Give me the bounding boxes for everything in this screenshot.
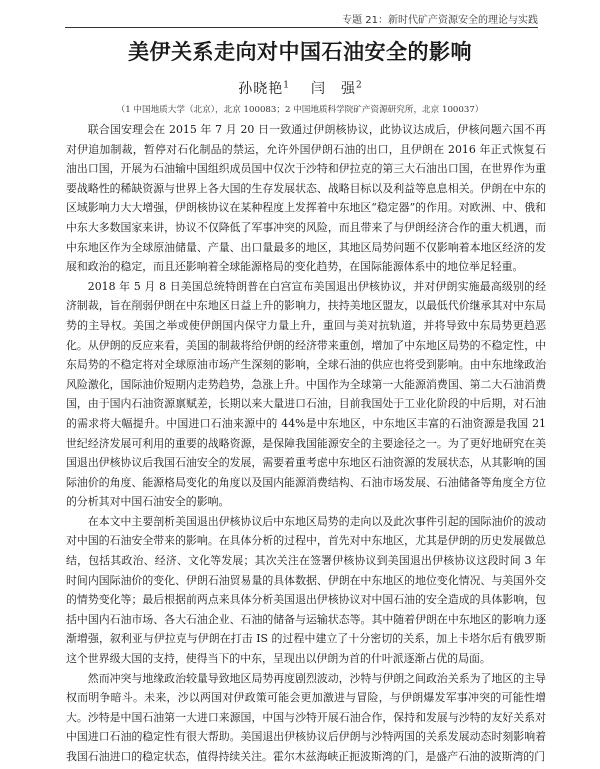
body-paragraph: 然而冲突与地缘政治较量导致地区局势再度剧烈波动，沙特与伊朗之间政治关系为了地区的主导权而明争暗斗。未来，沙以两国对伊政策可能会更加激进与冒险，与伊朗爆发军事冲突的可能性增大。沙特是中国石油第一大进口来源国，中国与沙特开展石油合作，保持和发展与沙特的友好关系对中国进口石油的稳定性有很大帮助。美国退出伊核协议后伊朗与沙特两国的关系发展动态时刻影响着我国石油进口的稳定状态，值得持续关注。霍尔木兹海峡正扼波斯湾的门，是盛产石油的波斯湾的门: [66, 671, 546, 763]
affiliation-line: （1 中国地质大学（北京），北京 100083；2 中国地质科学院矿产资源研究所，北京 100037）: [116, 105, 484, 115]
authors-line: [0, 78, 600, 98]
author-name: 孙晓艳: [238, 81, 284, 97]
body-paragraph: 2018 年 5 月 8 日美国总统特朗普在白宫宣布美国退出伊核协议，并对伊朗实施最高级别的经济制裁，旨在削弱伊朗在中东地区日益上升的影响力，扶持美地区盟友，以最低代价继承其对中东局势的主导权。美国之举或使伊朗国内保守力量上升，重回与美对抗轨道，并将导致中东局势更趋恶化。从伊朗的反应来看，美国的制裁将给伊朗的经济带来重创，增加了中东地区局势的不稳定性，中东局势的不稳定将对全球原油市场产生深刻的影响，全球石油的供应也将受到影响。由中东地缘政治风险激化，国际油价短期内走势趋势，急涨上升。中国作为全球第一大能源消费国、第二大石油消费国，由于国内石油资源禀赋差，长期以来大量进口石油，目前我国处于工业化阶段的中后期，对石油的需求将大幅提升。中国进口石油来源中的 44%是中东地区，中东地区丰富的石油资源是我国 21 世纪经济发展可利用的重要的战略资源，是保障我国能源安全的主要途径之一。为了更好地研究在美国退出伊核协议后我国石油安全的发展，需要着重考虑中东地区石油资源的发展状态，从其影响的国际油价的角度、能源格局变化的角度以及国内能源消费结构、石油市场发展、石油储备等角度全方位的分析其对中国石油安全的影响。: [66, 279, 546, 509]
affiliation-mark: 1: [283, 80, 289, 91]
body-paragraph: 在本文中主要剖析美国退出伊核协议后中东地区局势的走向以及此次事件引起的国际油价的波动对中国的石油安全带来的影响。在具体分析的过程中，首先对中东地区，尤其是伊朗的历史发展做总结，包括其政治、经济、文化等发展；其次关注在签署伊核协议到美国退出伊核协议这段时间 3 年时间内国际油价的变化、伊朗石油贸易量的具体数据、伊朗在中东地区的地位变化情况、与美国外交的情势变化等；最后根据前两点来具体分析美国退出伊核协议对中国石油的安全造成的具体影响，包括中国内石油市场、各大石油企业、石油的储备与运输状态等。其中随着伊朗在中东地区的影响力逐渐增强，叙利亚与伊拉克与伊朗在打击 IS 的过程中建立了十分密切的关系，加上卡塔尔后有俄罗斯这个世界级大国的支持，使得当下的中东，呈现出以伊朗为首的什叶派逐渐占优的局面。: [66, 514, 546, 666]
article-body: [66, 120, 546, 767]
body-paragraph: 联合国安理会在 2015 年 7 月 20 日一致通过伊朗核协议，此协议达成后，伊核问题六国不再对伊追加制裁，暂停对石化制品的禁运，允许外国伊朗石油的出口，且伊朗在 2016 年正式恢复石油出口国，开展为石油输中国组织成员国中仅次于沙特和伊拉克的第三大石油出口国，在世界作为重要战略性的稀缺资源与世界上各大国的生存发展状态、战略目标以及利益等息息相关。伊朗在中东的区域影响力大大增强，伊朗核协议在某种程度上发挥着中东地区“稳定器”的作用。对欧洲、中、俄和中东大多数国家来讲，协议不仅降低了军事冲突的风险，而且带来了与伊朗经济合作的重大机遇，而中东地区作为全球原油储量、产量、出口量最多的地区，其地区局势问题不仅影响着本地区经济的发展和政治的稳定，而且还影响着全球能源格局的变化趋势，在国际能源体系中的地位举足轻重。: [66, 123, 546, 274]
page-title: 美伊关系走向对中国石油安全的影响: [128, 40, 472, 64]
header-rule: [65, 27, 538, 28]
author-name: 闫 强: [311, 81, 356, 97]
affiliation-mark: 2: [356, 80, 362, 91]
running-header: 专题 21：新时代矿产资源安全的理论与实践: [342, 15, 538, 26]
